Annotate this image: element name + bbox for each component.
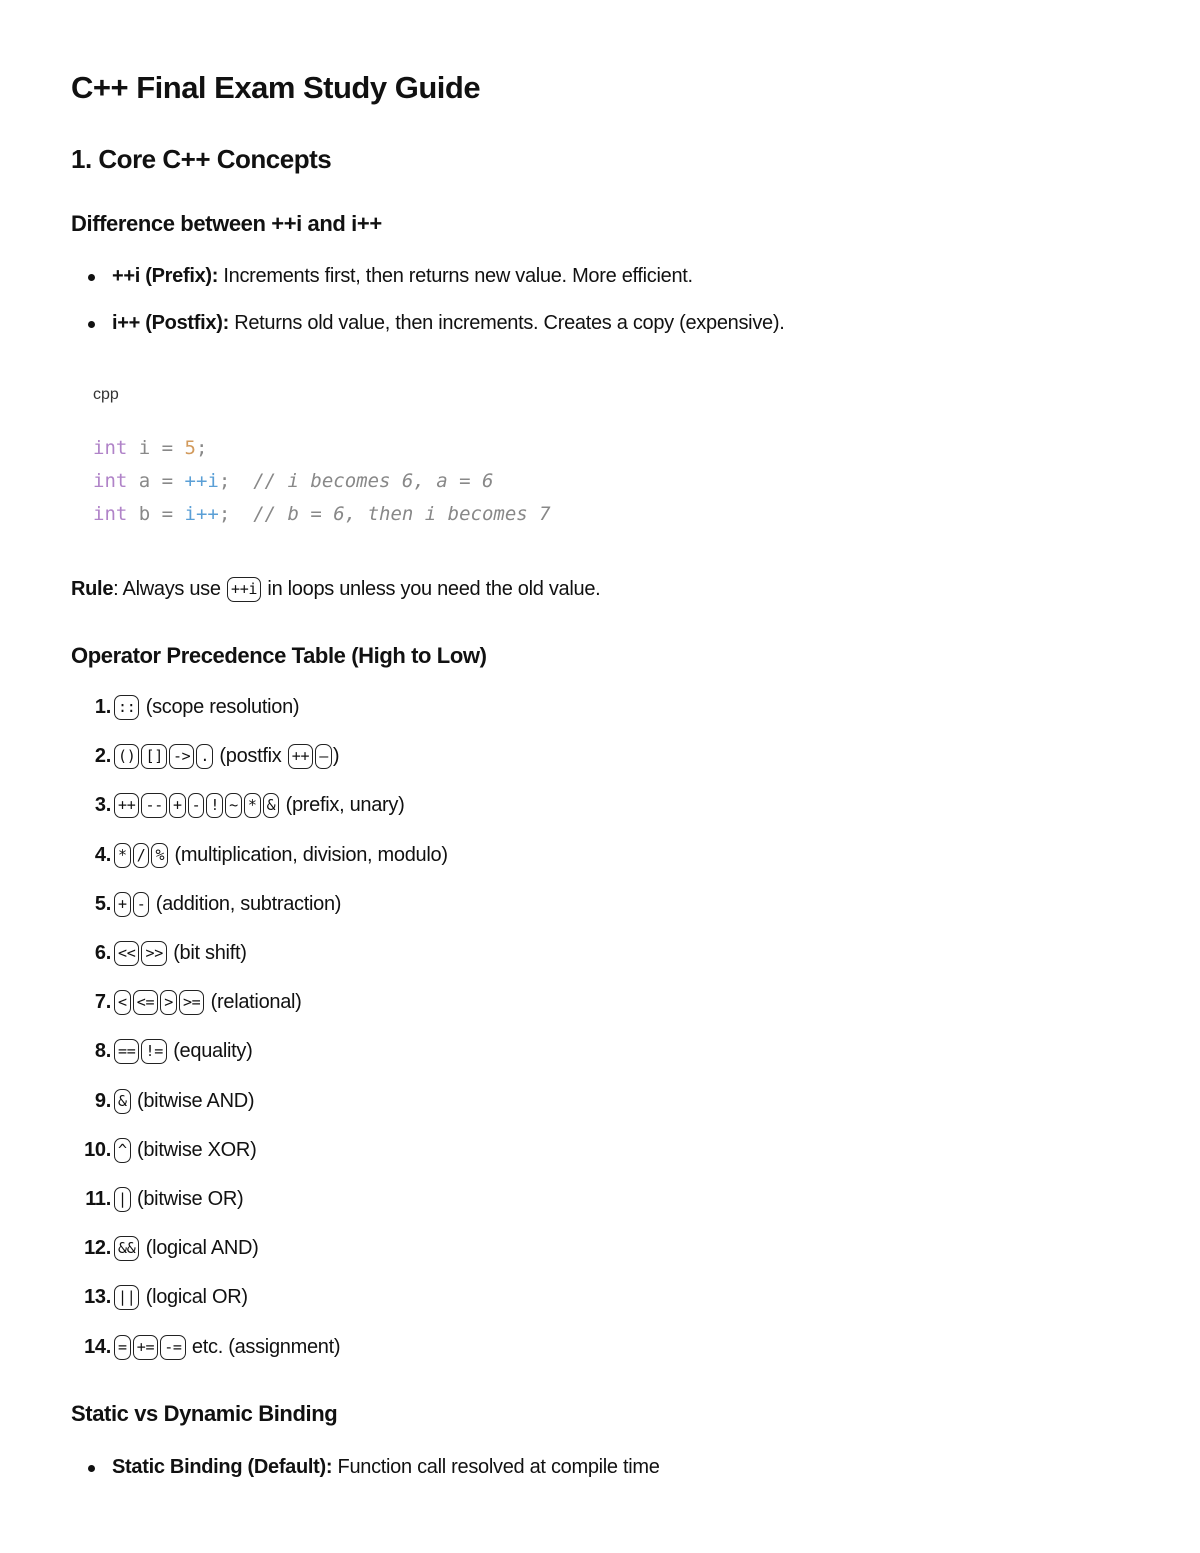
item-number: 11. (85, 1188, 111, 1210)
operator-code: << (114, 941, 139, 966)
operator-code: != (141, 1039, 166, 1064)
inline-code: ++i (227, 577, 261, 602)
operator-code: >= (179, 990, 204, 1015)
operator-code: / (133, 843, 150, 868)
precedence-item (71, 793, 871, 823)
operator-code: * (114, 843, 131, 868)
item-number: 12. (84, 1237, 111, 1260)
item-description: etc. (assignment) (186, 1335, 341, 1358)
operator-code: - (188, 793, 205, 818)
item-number: 1. (94, 696, 111, 718)
operator-code: ! (206, 793, 223, 818)
operator-code: && (114, 1236, 139, 1261)
bullet-icon (88, 1465, 95, 1472)
operator-code: -> (169, 744, 194, 769)
rule-paragraph: Rule: Always use ++i in loops unless you need the old value. (71, 578, 601, 600)
item-number: 14. (84, 1335, 111, 1358)
item-description: (logical OR) (140, 1286, 248, 1309)
item-description: (relational) (205, 991, 302, 1014)
precedence-item (71, 744, 871, 774)
operator-code: -- (141, 793, 166, 818)
operator-code: & (114, 1089, 131, 1114)
item-number: 10. (84, 1138, 111, 1161)
operator-code: >> (141, 941, 166, 966)
item-description: (postfix (214, 745, 287, 768)
operator-code: [] (141, 744, 166, 769)
operator-code: == (114, 1039, 139, 1064)
list-item (112, 312, 784, 335)
precedence-item (71, 695, 871, 725)
operator-code: % (151, 843, 168, 868)
code-line: int b = i++; // b = 6, then i becomes 7 (93, 503, 551, 525)
item-description: (prefix, unary) (280, 794, 405, 817)
precedence-item (71, 1236, 871, 1266)
bullet-label: Static Binding (Default): (112, 1456, 333, 1478)
item-number: 4. (94, 843, 111, 866)
item-number: 6. (94, 942, 111, 964)
precedence-item (71, 1335, 871, 1365)
list-item (112, 265, 693, 288)
precedence-item (71, 843, 871, 873)
precedence-item (71, 1285, 871, 1315)
operator-code: - (133, 892, 150, 917)
bullet-icon (88, 321, 95, 328)
item-number: 13. (84, 1286, 111, 1309)
section-heading-core-concepts: 1. Core C++ Concepts (71, 144, 332, 174)
item-number: 5. (94, 892, 111, 915)
operator-code: -= (160, 1335, 185, 1360)
code-block (93, 432, 551, 531)
code-line: int i = 5; (93, 437, 208, 459)
precedence-item (71, 941, 871, 971)
operator-code: . (196, 744, 213, 769)
bullet-text: Function call resolved at compile time (332, 1456, 660, 1478)
subheading-increment: Difference between ++i and i++ (71, 211, 382, 236)
list-item (112, 1456, 660, 1479)
precedence-item (71, 990, 871, 1020)
operator-code: < (114, 990, 131, 1015)
item-description: (bitwise OR) (131, 1188, 244, 1210)
bullet-text: Returns old value, then increments. Creates a copy (expensive). (228, 312, 785, 334)
code-language-label: cpp (93, 386, 119, 403)
precedence-item (71, 1187, 871, 1217)
item-number: 3. (94, 794, 111, 817)
item-description: (scope resolution) (140, 696, 300, 718)
operator-code: ++ (288, 744, 313, 769)
subheading-binding: Static vs Dynamic Binding (71, 1401, 338, 1426)
bullet-icon (88, 274, 95, 281)
operator-code: + (169, 793, 186, 818)
operator-code: ~ (225, 793, 242, 818)
item-description: ) (332, 745, 340, 768)
precedence-item (71, 892, 871, 922)
subheading-precedence: Operator Precedence Table (High to Low) (71, 643, 487, 668)
item-number: 8. (94, 1040, 111, 1063)
operator-code: & (263, 793, 280, 818)
operator-code: += (133, 1335, 158, 1360)
item-number: 2. (94, 745, 111, 768)
item-description: (bitwise XOR) (131, 1138, 257, 1161)
operator-code: * (244, 793, 261, 818)
operator-code: <= (133, 990, 158, 1015)
item-number: 7. (94, 991, 111, 1014)
item-description: (equality) (167, 1040, 253, 1063)
item-description: (logical AND) (140, 1237, 259, 1260)
precedence-item (71, 1089, 871, 1119)
bullet-text: Increments first, then returns new value. More efficient. (218, 265, 693, 287)
operator-code: — (315, 744, 332, 769)
bullet-label: ++i (Prefix): (112, 265, 219, 287)
operator-code: = (114, 1335, 131, 1360)
operator-code: | (114, 1187, 131, 1212)
bullet-label: i++ (Postfix): (112, 312, 229, 334)
document-title: C++ Final Exam Study Guide (71, 70, 481, 105)
operator-code: :: (114, 695, 139, 720)
item-description: (multiplication, division, modulo) (169, 843, 448, 866)
operator-code: ^ (114, 1138, 131, 1163)
rule-label: Rule (71, 578, 114, 600)
item-description: (bitwise AND) (131, 1089, 255, 1112)
operator-code: ++ (114, 793, 139, 818)
operator-code: () (114, 744, 139, 769)
operator-code: > (160, 990, 177, 1015)
operator-code: || (114, 1285, 139, 1310)
operator-code: + (114, 892, 131, 917)
code-line: int a = ++i; // i becomes 6, a = 6 (93, 470, 494, 492)
item-description: (bit shift) (167, 942, 247, 964)
item-description: (addition, subtraction) (150, 892, 342, 915)
item-number: 9. (94, 1089, 111, 1112)
precedence-item (71, 1138, 871, 1168)
precedence-item (71, 1039, 871, 1069)
